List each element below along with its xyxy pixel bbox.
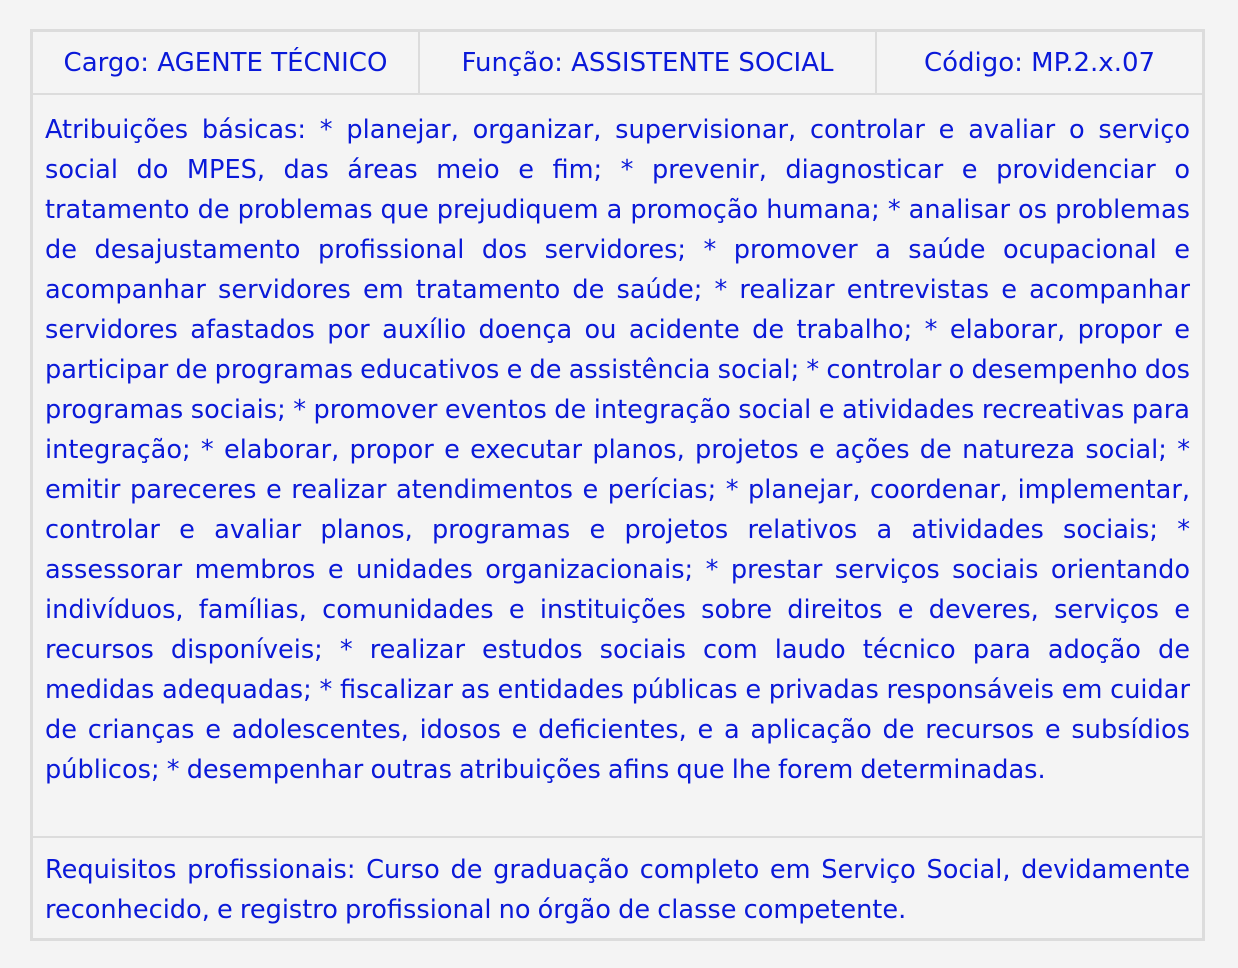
funcao-cell: Função: ASSISTENTE SOCIAL xyxy=(420,32,877,93)
requisitos-text: Requisitos profissionais: Curso de graduação completo em Serviço Social, devidamente reconhecido, e registro profissional no órgão de classe competente. xyxy=(45,855,1190,925)
header-row xyxy=(33,32,1202,95)
codigo-cell: Código: MP.2.x.07 xyxy=(923,47,1156,78)
cargo-cell: Cargo: AGENTE TÉCNICO xyxy=(33,32,420,93)
atribuicoes-text: Atribuições básicas: * planejar, organizar, supervisionar, controlar e avaliar o serviço social do MPES, das áreas meio e fim; * prevenir, diagnosticar e providenciar o tratamento de problemas que prejudiquem a promoção humana; * analisar os problemas de desajustamento profissional dos servidores; * promover a saúde ocupacional e acompanhar servidores em tratamento de saúde; * realizar entrevistas e acompanhar servidores afastados por auxílio doença ou acidente de trabalho; * elaborar, propor e participar de programas educativos e de assistência social; * controlar o desempenho dos programas sociais; * promover eventos de integração social e atividades recreativas para integração; * elaborar, propor e executar planos, projetos e ações de natureza social; * emitir pareceres e realizar atendimentos e perícias; * planejar, coordenar, implementar, controlar e avaliar planos, programas e projetos relativos a atividades sociais; * assessorar membros e unidades organizacionais; * prestar serviços sociais orientando indivíduos, famílias, comunidades e instituições sobre direitos e deveres, serviços e recursos disponíveis; * realizar estudos sociais com laudo técnico para adoção de medidas adequadas; * fiscalizar as entidades públicas e privadas responsáveis em cuidar de crianças e adolescentes, idosos e deficientes, e a aplicação de recursos e subsídios públicos; * desempenhar outras atribuições afins que lhe forem determinadas. xyxy=(33,95,1202,838)
job-description-table xyxy=(30,29,1205,941)
